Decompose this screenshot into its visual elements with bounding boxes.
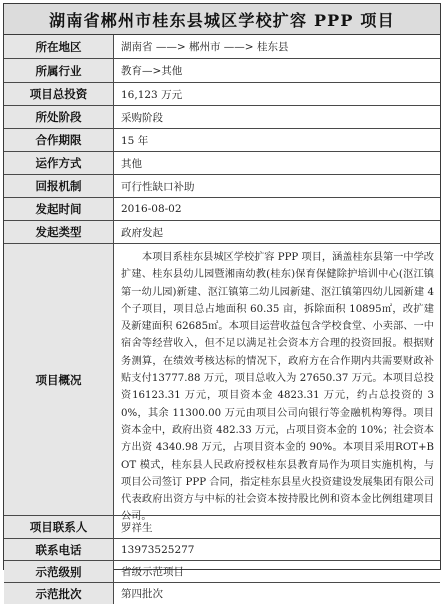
row-label: 项目联系人: [4, 516, 114, 538]
row-value: 采购阶段: [121, 111, 163, 124]
row-label: 运作方式: [4, 152, 114, 174]
row-label: 联系电话: [4, 539, 114, 560]
row-stage: [4, 106, 440, 129]
overview-text: 本项目系桂东县城区学校扩容 PPP 项目，涵盖桂东县第一中学改扩建、桂东县幼儿园暨湘南幼教(桂东)保育保健除护培训中心(沤江镇第一幼儿园)新建、沤江镇第二幼儿园新建、沤江镇第四幼儿园新建 4 个子项目，项目总占地面积 60.35 亩，拆除面积 10895㎡，改扩建及新建面积 62685㎡。本项目运营收益包含学校食堂、小卖部、一中宿舍等经营收入，但不足以满足社会资本方合理的投资回报。根据财务测算，在绩效考核达标的情况下，政府方在合作期内共需要财政补贴支付13777.88 万元，项目总收入为 27650.37 万元。本项目总投资16123.31 万元，项目资本金 4823.31 万元，约占总投资的 30%，其余 11300.00 万元由项目公司向银行等金融机构筹得。项目资本金中，政府出资 482.33 万元，占项目资本金的 10%；社会资本方出资 4340.98 万元，占项目资本金的 90%。本项目采用ROT+BOT 模式，桂东县人民政府授权桂东县教育局作为项目实施机构，与项目公司签订 PPP 合同，指定桂东县星火投资建设发展集团有限公司代表政府出资方与中标的社会资本按持股比例和资本金比例组建项目公司。: [121, 252, 434, 523]
row-value: 其他: [121, 157, 142, 170]
row-value: 可行性缺口补助: [121, 180, 195, 193]
row-value: 15 年: [121, 134, 149, 147]
row-label: 所处阶段: [4, 106, 114, 128]
row-overview: [4, 244, 440, 523]
row-value: 湖南省 ——> 郴州市 ——> 桂东县: [121, 41, 289, 53]
row-label: 合作期限: [4, 129, 114, 151]
row-launch-date: [4, 198, 440, 221]
row-demo-level: [4, 561, 440, 583]
row-value: 2016-08-02: [121, 203, 182, 215]
row-industry: [4, 59, 440, 83]
row-label: 所在地区: [4, 35, 114, 58]
row-value: 第四批次: [121, 588, 163, 600]
row-label: 发起时间: [4, 198, 114, 220]
row-label: 所属行业: [4, 59, 114, 82]
row-label: 回报机制: [4, 175, 114, 197]
row-contact-person: [4, 516, 440, 539]
sheet-title: 湖南省郴州市桂东县城区学校扩容 PPP 项目: [4, 4, 440, 35]
row-launch-type: [4, 221, 440, 244]
row-return-mechanism: [4, 175, 440, 198]
row-region: [4, 35, 440, 59]
row-operation-mode: [4, 152, 440, 175]
row-label: 示范批次: [4, 583, 114, 604]
row-value: 13973525277: [121, 543, 195, 556]
row-value: 政府发起: [121, 226, 163, 239]
row-label: 项目概况: [4, 244, 114, 515]
row-demo-batch: [4, 583, 440, 604]
row-label: 项目总投资: [4, 83, 114, 105]
row-value: 16,123 万元: [121, 88, 183, 101]
row-value: 省级示范项目: [121, 566, 184, 578]
project-info-sheet: [3, 3, 441, 601]
row-value: 罗祥生: [121, 521, 153, 534]
row-total-investment: [4, 83, 440, 106]
row-label: 发起类型: [4, 221, 114, 243]
row-value: 教育—>其他: [121, 65, 183, 77]
row-phone: [4, 539, 440, 561]
row-label: 示范级别: [4, 561, 114, 582]
row-term: [4, 129, 440, 152]
